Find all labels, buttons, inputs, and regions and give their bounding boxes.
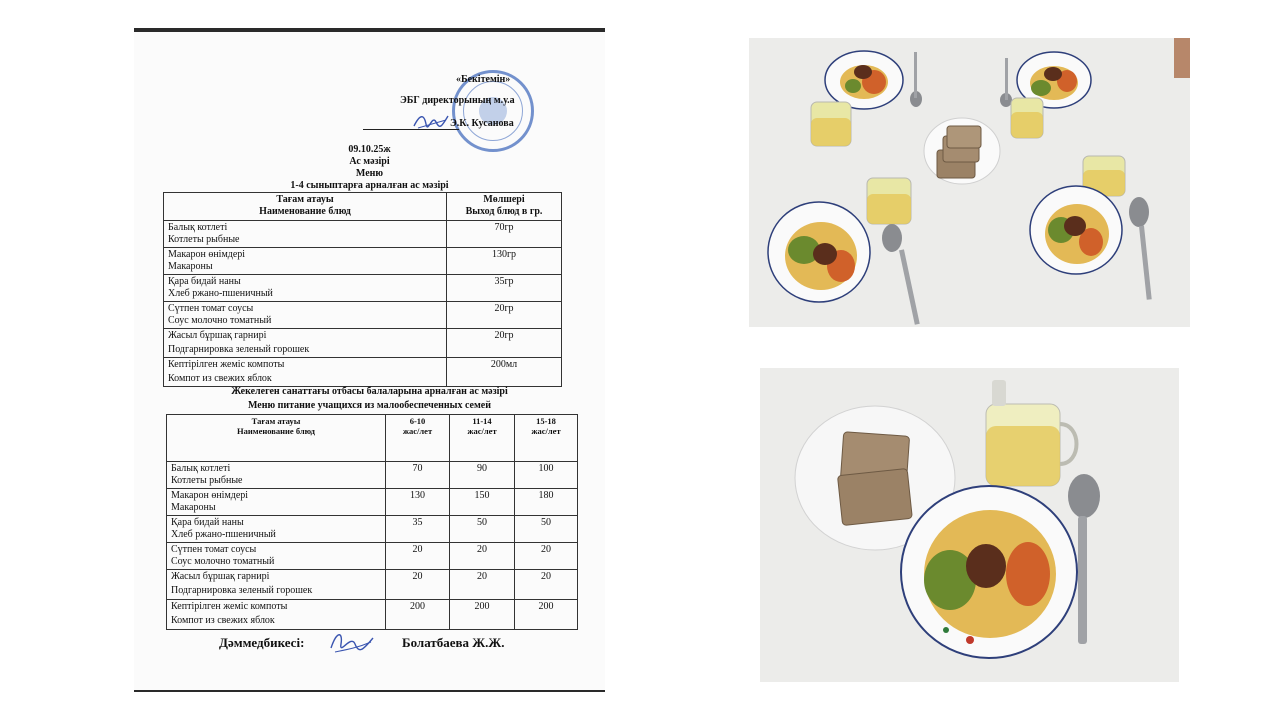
dish-qty: 20гр — [447, 302, 562, 329]
qty-15-18: 200 — [515, 600, 578, 630]
dish-name-ru: Котлеты рыбные — [171, 475, 243, 486]
plate-icon — [825, 51, 903, 109]
dish-name-ru: Соус молочно томатный — [171, 556, 275, 567]
menu-title-kz: Ас мәзірі — [349, 156, 390, 167]
table-row — [164, 221, 562, 248]
dish-name-kz: Жасыл бұршақ гарнирі — [171, 571, 270, 582]
table-row — [167, 570, 578, 600]
table-row — [164, 275, 562, 302]
dish-name-ru: Компот из свежих яблок — [168, 373, 272, 384]
dish-qty: 35гр — [447, 275, 562, 302]
qty-6-10: 130 — [386, 489, 450, 516]
dish-name-kz: Қара бидай наны — [168, 276, 241, 287]
age-unit: жас/лет — [402, 426, 433, 436]
dish-name-ru: Подгарнировка зеленый горошек — [168, 344, 310, 355]
glass-icon — [1011, 98, 1043, 138]
table1-header-qty-ru: Выход блюд в гр. — [465, 206, 543, 217]
dish-name-ru: Котлеты рыбные — [168, 234, 240, 245]
dish-name-ru: Макароны — [171, 502, 216, 513]
dish-name-kz: Қара бидай наны — [171, 517, 244, 528]
dish-name-kz: Балық котлеті — [168, 222, 228, 233]
qty-11-14: 90 — [450, 462, 515, 489]
table-row — [167, 600, 578, 630]
table1-header-qty — [447, 193, 562, 221]
age-range: 15-18 — [536, 416, 556, 426]
dish-name-kz: Макарон өнімдері — [171, 490, 249, 501]
glass-icon — [811, 102, 851, 146]
table-row — [167, 489, 578, 516]
age-range: 6-10 — [409, 416, 426, 426]
table2-header-dish-ru: Наименование блюд — [237, 426, 315, 436]
qty-6-10: 20 — [386, 570, 450, 600]
bread-plate-icon — [924, 118, 1000, 184]
nurse-signature-icon — [327, 628, 377, 658]
director-signature-icon — [412, 110, 452, 132]
approval-title: «Бекітемін» — [456, 74, 511, 85]
table-row — [164, 329, 562, 358]
glass-icon — [867, 178, 911, 224]
dish-qty: 70гр — [447, 221, 562, 248]
dish-name-ru: Макароны — [168, 261, 213, 272]
menu-table-low-income — [166, 414, 578, 630]
approval-name: Э.К. Кусанова — [450, 118, 514, 129]
qty-15-18: 100 — [515, 462, 578, 489]
dish-qty: 200мл — [447, 358, 562, 387]
table-row — [164, 358, 562, 387]
grade-title: 1-4 сыныптарға арналған ас мәзірі — [290, 180, 449, 191]
age-unit: жас/лет — [531, 426, 561, 436]
dish-name-kz: Кептірілген жеміс компоты — [171, 601, 288, 612]
photo-single-serving — [760, 368, 1179, 682]
approval-position: ЭБГ директорының м.у.а — [400, 95, 515, 106]
qty-6-10: 35 — [386, 516, 450, 543]
dish-name-ru: Подгарнировка зеленый горошек — [171, 585, 313, 596]
table2-header-dish-kz: Тағам атауы — [251, 416, 301, 426]
dish-name-ru: Хлеб ржано-пшеничный — [168, 288, 273, 299]
plate-icon — [768, 202, 870, 302]
qty-15-18: 50 — [515, 516, 578, 543]
photo-four-servings — [749, 38, 1190, 327]
plate-icon — [901, 486, 1077, 658]
menu-document — [134, 28, 605, 692]
nurse-name: Болатбаева Ж.Ж. — [402, 635, 505, 650]
dish-name-ru: Соус молочно томатный — [168, 315, 272, 326]
table2-header-dish — [167, 415, 386, 462]
qty-15-18: 20 — [515, 543, 578, 570]
table1-header-qty-kz: Мөлшері — [483, 194, 525, 205]
table2-header-age-11-14 — [450, 415, 515, 462]
table2-header-age-15-18 — [515, 415, 578, 462]
age-range: 11-14 — [472, 416, 492, 426]
dish-name-kz: Жасыл бұршақ гарнирі — [168, 330, 267, 341]
menu-title-ru: Меню — [355, 168, 384, 179]
table1-header-dish-ru: Наименование блюд — [259, 206, 351, 217]
qty-6-10: 20 — [386, 543, 450, 570]
dish-name-kz: Сүтпен томат соусы — [171, 544, 257, 555]
qty-15-18: 20 — [515, 570, 578, 600]
table1-header-dish-kz: Тағам атауы — [276, 194, 334, 205]
qty-6-10: 70 — [386, 462, 450, 489]
section2-title-ru: Меню питание учащихся из малообеспеченных семей — [247, 400, 492, 411]
table-row — [167, 462, 578, 489]
table-row — [167, 543, 578, 570]
table-row — [167, 516, 578, 543]
qty-6-10: 200 — [386, 600, 450, 630]
dish-name-kz: Макарон өнімдері — [168, 249, 246, 260]
dish-name-kz: Кептірілген жеміс компоты — [168, 359, 285, 370]
qty-11-14: 20 — [450, 570, 515, 600]
menu-date: 09.10.25ж — [348, 144, 391, 155]
menu-table-grades-1-4 — [163, 192, 562, 387]
table-row — [164, 302, 562, 329]
dish-name-kz: Сүтпен томат соусы — [168, 303, 254, 314]
age-unit: жас/лет — [467, 426, 497, 436]
dish-name-ru: Компот из свежих яблок — [171, 615, 275, 626]
table2-header-age-6-10 — [386, 415, 450, 462]
nurse-label: Дәммедбикесі: — [219, 635, 305, 650]
dish-name-kz: Балық котлеті — [171, 463, 231, 474]
qty-11-14: 200 — [450, 600, 515, 630]
section2-title-kz: Жекелеген санаттағы отбасы балаларына арналған ас мәзірі — [231, 386, 508, 397]
table-row — [164, 248, 562, 275]
qty-11-14: 50 — [450, 516, 515, 543]
qty-11-14: 150 — [450, 489, 515, 516]
plate-icon — [1030, 186, 1122, 274]
dish-qty: 20гр — [447, 329, 562, 358]
dish-name-ru: Хлеб ржано-пшеничный — [171, 529, 276, 540]
qty-15-18: 180 — [515, 489, 578, 516]
dish-qty: 130гр — [447, 248, 562, 275]
qty-11-14: 20 — [450, 543, 515, 570]
table1-header-dish — [164, 193, 447, 221]
